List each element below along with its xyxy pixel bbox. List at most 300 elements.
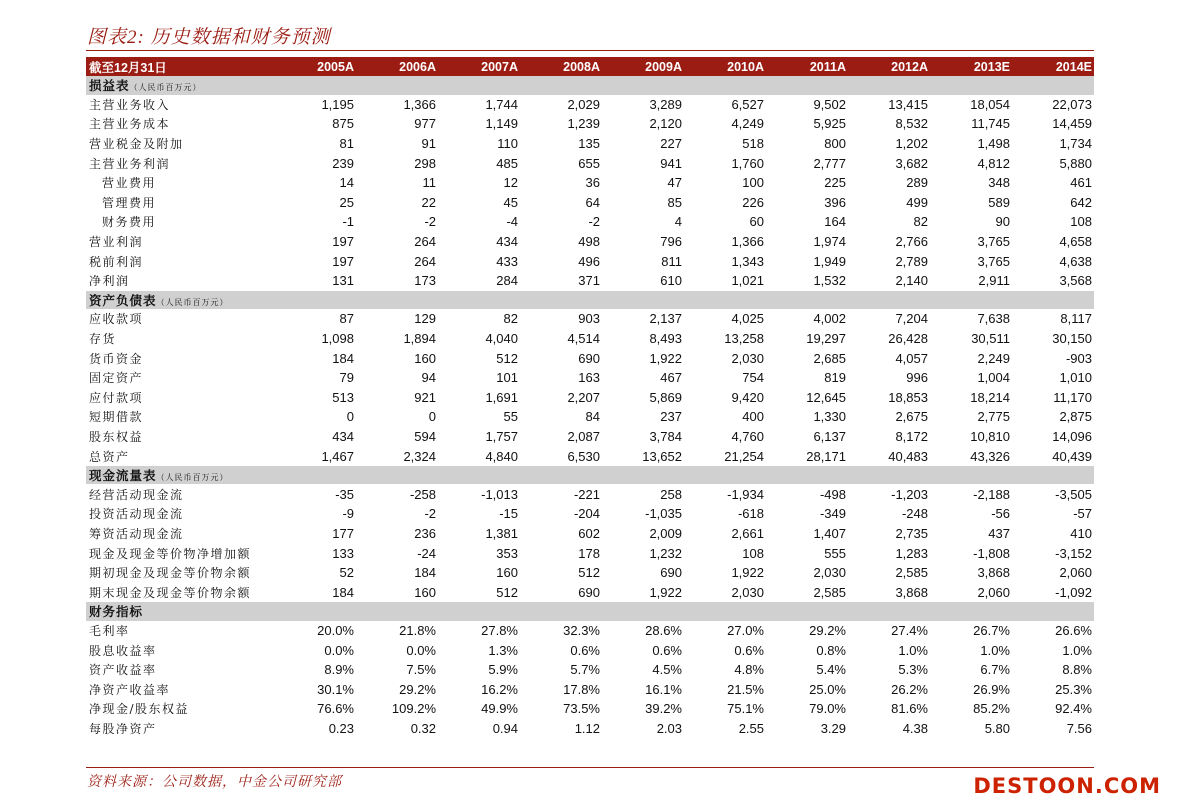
cell-value: 26.6% <box>1055 622 1092 638</box>
row-label: 主营业务收入 <box>89 97 171 112</box>
cell-value: 11,170 <box>1053 389 1092 405</box>
cell-value: 8,172 <box>895 428 928 444</box>
cell-value: 5,880 <box>1059 155 1092 171</box>
header-year: 2005A <box>317 59 354 74</box>
table-row <box>86 446 1094 466</box>
cell-value: 1,760 <box>731 155 764 171</box>
cell-value: 1,202 <box>895 136 928 152</box>
cell-value: -56 <box>991 506 1010 522</box>
table-row <box>86 134 1094 154</box>
cell-value: -2,188 <box>973 486 1010 502</box>
cell-value: 284 <box>496 273 518 289</box>
cell-value: -2 <box>588 214 600 230</box>
cell-value: 131 <box>332 273 354 289</box>
table-row <box>86 524 1094 544</box>
row-label: 营业费用 <box>102 176 157 191</box>
row-label: 应付款项 <box>89 390 144 405</box>
cell-value: 811 <box>661 253 682 269</box>
cell-value: 434 <box>332 428 354 444</box>
cell-value: 135 <box>578 136 600 152</box>
cell-value: 512 <box>578 565 600 581</box>
cell-value: 8,493 <box>649 331 682 347</box>
cell-value: -349 <box>819 506 846 522</box>
cell-value: 64 <box>585 194 600 210</box>
cell-value: -1 <box>342 214 354 230</box>
cell-value: 941 <box>660 155 682 171</box>
top-rule <box>86 50 1094 51</box>
cell-value: 5.7% <box>570 662 600 678</box>
cell-value: 800 <box>824 136 846 152</box>
header-year: 2011A <box>809 59 846 74</box>
cell-value: 2,789 <box>895 253 928 269</box>
cell-value: 4,040 <box>485 331 518 347</box>
row-label: 期末现金及现金等价物余额 <box>89 585 252 600</box>
cell-value: 8.8% <box>1062 662 1092 678</box>
table-row <box>86 582 1094 602</box>
cell-value: 82 <box>503 311 518 327</box>
cell-value: 1,532 <box>813 273 846 289</box>
table-row <box>86 329 1094 349</box>
cell-value: 1,922 <box>731 565 764 581</box>
cell-value: 0 <box>346 409 354 425</box>
cell-value: 5.9% <box>488 662 518 678</box>
cell-value: -9 <box>342 506 354 522</box>
cell-value: 0 <box>428 409 436 425</box>
cell-value: 1,922 <box>649 584 682 600</box>
cell-value: 19,297 <box>806 331 846 347</box>
cell-value: 45 <box>503 194 518 210</box>
cell-value: 17.8% <box>563 681 600 697</box>
cell-value: 298 <box>414 155 436 171</box>
cell-value: 27.0% <box>727 622 764 638</box>
cell-value: 11,745 <box>971 116 1010 132</box>
cell-value: 1.0% <box>898 642 928 658</box>
cell-value: 21,254 <box>724 448 764 464</box>
cell-value: 1,734 <box>1059 136 1092 152</box>
cell-value: 81.6% <box>891 701 928 717</box>
header-year: 2013E <box>973 59 1010 74</box>
table-row <box>86 173 1094 193</box>
header-year: 2006A <box>399 59 436 74</box>
cell-value: 3.29 <box>820 720 846 736</box>
table-row <box>86 368 1094 388</box>
cell-value: 13,652 <box>642 448 682 464</box>
cell-value: 225 <box>824 175 846 191</box>
cell-value: 90 <box>995 214 1010 230</box>
cell-value: 2,735 <box>895 525 928 541</box>
cell-value: 690 <box>660 565 682 581</box>
cell-value: 1,366 <box>731 234 764 250</box>
cell-value: 0.23 <box>328 720 354 736</box>
cell-value: 129 <box>414 311 436 327</box>
cell-value: 2,685 <box>813 350 846 366</box>
cell-value: 977 <box>414 116 436 132</box>
cell-value: 1,974 <box>813 234 846 250</box>
financial-table <box>86 57 1094 738</box>
header-year: 2014E <box>1055 59 1092 74</box>
cell-value: -1,203 <box>891 486 928 502</box>
row-label: 每股净资产 <box>89 721 157 736</box>
cell-value: 2,777 <box>813 155 846 171</box>
cell-value: 20.0% <box>317 622 354 638</box>
table-row <box>86 95 1094 115</box>
cell-value: 1,239 <box>567 116 600 132</box>
cell-value: 602 <box>578 525 600 541</box>
cell-value: 4,840 <box>485 448 518 464</box>
cell-value: 163 <box>578 370 600 386</box>
cell-value: 0.6% <box>652 642 682 658</box>
cell-value: 47 <box>667 175 682 191</box>
cell-value: 91 <box>421 136 436 152</box>
cell-value: 94 <box>421 370 436 386</box>
cell-value: 5.4% <box>816 662 846 678</box>
row-label: 净现金/股东权益 <box>89 702 190 717</box>
cell-value: 21.8% <box>399 622 436 638</box>
cell-value: 12 <box>503 175 518 191</box>
cell-value: 264 <box>414 253 436 269</box>
cell-value: 796 <box>660 234 682 250</box>
cell-value: 4,812 <box>977 155 1010 171</box>
cell-value: 3,765 <box>977 253 1010 269</box>
row-label: 营业税金及附加 <box>89 137 184 152</box>
cell-value: 30,511 <box>971 331 1010 347</box>
cell-value: 6,530 <box>567 448 600 464</box>
cell-value: 4.38 <box>902 720 928 736</box>
cell-value: 133 <box>332 545 354 561</box>
cell-value: 513 <box>332 389 354 405</box>
cell-value: 76.6% <box>317 701 354 717</box>
cell-value: 1.0% <box>980 642 1010 658</box>
cell-value: 30,150 <box>1052 331 1092 347</box>
cell-value: 4,638 <box>1059 253 1092 269</box>
cell-value: 4 <box>674 214 682 230</box>
row-label: 经营活动现金流 <box>89 487 184 502</box>
cell-value: 2,030 <box>813 565 846 581</box>
section-title-text: 现金流量表 <box>89 469 157 484</box>
cell-value: 2,030 <box>731 350 764 366</box>
cell-value: 875 <box>332 116 354 132</box>
cell-value: 1,021 <box>731 273 764 289</box>
cell-value: 518 <box>742 136 764 152</box>
cell-value: 8.9% <box>324 662 354 678</box>
cell-value: 11 <box>422 175 436 191</box>
table-row <box>86 212 1094 232</box>
header-row <box>86 57 1094 76</box>
cell-value: 84 <box>585 409 600 425</box>
cell-value: 18,214 <box>970 389 1010 405</box>
cell-value: 1.3% <box>488 642 518 658</box>
cell-value: 512 <box>496 350 518 366</box>
section-title-text: 资产负债表 <box>89 293 157 308</box>
cell-value: -498 <box>819 486 846 502</box>
cell-value: 14 <box>339 175 354 191</box>
cell-value: 264 <box>414 234 436 250</box>
cell-value: 4,658 <box>1059 234 1092 250</box>
cell-value: 25.3% <box>1055 681 1092 697</box>
cell-value: 226 <box>742 194 764 210</box>
cell-value: 2,585 <box>813 584 846 600</box>
cell-value: 2,060 <box>1059 565 1092 581</box>
cell-value: 1,467 <box>321 448 354 464</box>
cell-value: 39.2% <box>645 701 682 717</box>
cell-value: 1,195 <box>321 96 354 112</box>
cell-value: 1,757 <box>485 428 518 444</box>
row-label: 股息收益率 <box>89 643 157 658</box>
cell-value: 10,810 <box>970 428 1010 444</box>
cell-value: 1,949 <box>813 253 846 269</box>
cell-value: -1,092 <box>1055 584 1092 600</box>
cell-value: 7,204 <box>895 311 928 327</box>
cell-value: 1,232 <box>649 545 682 561</box>
table-row <box>86 621 1094 641</box>
cell-value: 3,682 <box>895 155 928 171</box>
cell-value: 485 <box>496 155 518 171</box>
cell-value: 2,140 <box>895 273 928 289</box>
section-header-row <box>86 466 1094 485</box>
cell-value: 2,775 <box>977 409 1010 425</box>
cell-value: 353 <box>496 545 518 561</box>
cell-value: 197 <box>332 234 354 250</box>
cell-value: 4,025 <box>731 311 764 327</box>
cell-value: 52 <box>339 565 354 581</box>
cell-value: 184 <box>414 565 436 581</box>
header-year: 2007A <box>481 59 518 74</box>
cell-value: 371 <box>578 273 600 289</box>
cell-value: 92.4% <box>1055 701 1092 717</box>
table-row <box>86 563 1094 583</box>
cell-value: 1,010 <box>1059 370 1092 386</box>
cell-value: 25.0% <box>809 681 846 697</box>
bottom-rule <box>86 767 1094 768</box>
cell-value: 79.0% <box>809 701 846 717</box>
header-year: 2012A <box>891 59 928 74</box>
cell-value: 18,853 <box>888 389 928 405</box>
section-unit: （人民币百万元） <box>156 473 229 483</box>
cell-value: -1,808 <box>973 545 1010 561</box>
table-row <box>86 504 1094 524</box>
cell-value: 5,925 <box>813 116 846 132</box>
table-row <box>86 309 1094 329</box>
cell-value: 2,029 <box>567 96 600 112</box>
cell-value: 921 <box>414 389 436 405</box>
header-year: 2008A <box>563 59 600 74</box>
row-label: 短期借款 <box>89 410 144 425</box>
cell-value: 2,911 <box>978 273 1010 289</box>
cell-value: 109.2% <box>391 701 436 717</box>
cell-value: -903 <box>1065 350 1092 366</box>
cell-value: 21.5% <box>727 681 764 697</box>
cell-value: 0.0% <box>324 642 354 658</box>
table-row <box>86 153 1094 173</box>
cell-value: 73.5% <box>563 701 600 717</box>
table-row <box>86 660 1094 680</box>
cell-value: 996 <box>906 370 928 386</box>
cell-value: -3,152 <box>1055 545 1092 561</box>
cell-value: 433 <box>496 253 518 269</box>
cell-value: 85 <box>667 194 682 210</box>
cell-value: 2,661 <box>731 525 764 541</box>
cell-value: 6,527 <box>731 96 764 112</box>
row-label: 期初现金及现金等价物余额 <box>89 566 252 581</box>
cell-value: 2,009 <box>649 525 682 541</box>
cell-value: -15 <box>499 506 518 522</box>
cell-value: -258 <box>409 486 436 502</box>
cell-value: -221 <box>573 486 600 502</box>
cell-value: 2,249 <box>977 350 1010 366</box>
cell-value: -2 <box>424 506 436 522</box>
row-label: 资产收益率 <box>89 663 157 678</box>
cell-value: -204 <box>573 506 600 522</box>
cell-value: 13,415 <box>888 96 928 112</box>
cell-value: 2,060 <box>977 584 1010 600</box>
cell-value: 690 <box>578 350 600 366</box>
cell-value: 12,645 <box>806 389 846 405</box>
cell-value: 28,171 <box>806 448 846 464</box>
cell-value: -57 <box>1073 506 1092 522</box>
source-note: 资料来源：公司数据，中金公司研究部 <box>87 775 342 790</box>
cell-value: 4,760 <box>731 428 764 444</box>
cell-value: 160 <box>414 350 436 366</box>
cell-value: 8,532 <box>895 116 928 132</box>
cell-value: 7.5% <box>406 662 436 678</box>
cell-value: 16.2% <box>481 681 518 697</box>
cell-value: 55 <box>503 409 518 425</box>
cell-value: 177 <box>332 525 354 541</box>
cell-value: 3,289 <box>649 96 682 112</box>
cell-value: 25 <box>339 194 354 210</box>
cell-value: 108 <box>1070 214 1092 230</box>
cell-value: 14,096 <box>1052 428 1092 444</box>
cell-value: 434 <box>496 234 518 250</box>
cell-value: 1,366 <box>403 96 436 112</box>
section-unit: （人民币百万元） <box>129 83 202 93</box>
cell-value: 28.6% <box>645 622 682 638</box>
cell-value: 2,087 <box>567 428 600 444</box>
cell-value: 690 <box>578 584 600 600</box>
header-period-label: 截至12月31日 <box>89 60 167 75</box>
table-row <box>86 640 1094 660</box>
cell-value: 60 <box>749 214 764 230</box>
cell-value: 36 <box>585 175 600 191</box>
cell-value: 0.6% <box>570 642 600 658</box>
cell-value: 40,483 <box>888 448 928 464</box>
cell-value: 2,030 <box>731 584 764 600</box>
cell-value: 40,439 <box>1052 448 1092 464</box>
cell-value: 164 <box>824 214 846 230</box>
cell-value: 2,675 <box>895 409 928 425</box>
cell-value: 9,420 <box>731 389 764 405</box>
row-label: 财务费用 <box>102 215 157 230</box>
cell-value: 227 <box>660 136 682 152</box>
cell-value: 1,330 <box>813 409 846 425</box>
cell-value: -1,013 <box>481 486 518 502</box>
cell-value: 0.94 <box>492 720 518 736</box>
cell-value: 108 <box>742 545 764 561</box>
cell-value: 239 <box>332 155 354 171</box>
cell-value: 5,869 <box>649 389 682 405</box>
table-row <box>86 543 1094 563</box>
cell-value: 4.8% <box>734 662 764 678</box>
header-year: 2010A <box>727 59 764 74</box>
cell-value: 1,691 <box>485 389 518 405</box>
cell-value: -35 <box>335 486 354 502</box>
cell-value: 184 <box>332 350 354 366</box>
cell-value: 173 <box>414 273 436 289</box>
cell-value: 410 <box>1070 525 1092 541</box>
cell-value: 819 <box>824 370 846 386</box>
cell-value: 160 <box>496 565 518 581</box>
cell-value: 26,428 <box>888 331 928 347</box>
table-row <box>86 679 1094 699</box>
cell-value: 499 <box>906 194 928 210</box>
cell-value: 2,875 <box>1059 409 1092 425</box>
row-label: 筹资活动现金流 <box>89 526 184 541</box>
cell-value: 2,137 <box>649 311 682 327</box>
cell-value: 0.0% <box>406 642 436 658</box>
cell-value: 642 <box>1070 194 1092 210</box>
cell-value: 3,784 <box>649 428 682 444</box>
cell-value: 0.6% <box>734 642 764 658</box>
cell-value: 4.5% <box>652 662 682 678</box>
cell-value: -1,035 <box>645 506 682 522</box>
section-title <box>86 466 1094 485</box>
cell-value: 14,459 <box>1052 116 1092 132</box>
row-label: 净利润 <box>89 274 130 289</box>
section-header-row <box>86 76 1094 95</box>
table-row <box>86 484 1094 504</box>
section-unit: （人民币百万元） <box>156 297 229 307</box>
figure-title: 图表2: 历史数据和财务预测 <box>87 27 331 48</box>
cell-value: 2.03 <box>656 720 682 736</box>
cell-value: 237 <box>660 409 682 425</box>
cell-value: 1,149 <box>485 116 518 132</box>
row-label: 税前利润 <box>89 254 144 269</box>
watermark-logo: DESTOON.COM <box>973 774 1161 798</box>
cell-value: 1,283 <box>895 545 928 561</box>
row-label: 现金及现金等价物净增加额 <box>89 546 252 561</box>
cell-value: 8,117 <box>1060 311 1092 327</box>
cell-value: 2,766 <box>895 234 928 250</box>
cell-value: 610 <box>660 273 682 289</box>
table-row <box>86 719 1094 739</box>
cell-value: 4,249 <box>731 116 764 132</box>
cell-value: 3,765 <box>977 234 1010 250</box>
cell-value: 197 <box>332 253 354 269</box>
cell-value: 512 <box>496 584 518 600</box>
cell-value: 6,137 <box>813 428 846 444</box>
section-title <box>86 291 1094 310</box>
cell-value: 75.1% <box>727 701 764 717</box>
cell-value: 27.8% <box>481 622 518 638</box>
section-header-row <box>86 602 1094 621</box>
cell-value: 1,922 <box>649 350 682 366</box>
cell-value: 49.9% <box>481 701 518 717</box>
cell-value: 1,004 <box>977 370 1010 386</box>
row-label: 股东权益 <box>89 429 144 444</box>
cell-value: 3,868 <box>977 565 1010 581</box>
cell-value: 258 <box>660 486 682 502</box>
cell-value: -3,505 <box>1055 486 1092 502</box>
section-title-text: 损益表 <box>89 79 130 94</box>
cell-value: 100 <box>742 175 764 191</box>
cell-value: -618 <box>737 506 764 522</box>
cell-value: 184 <box>332 584 354 600</box>
cell-value: 6.7% <box>980 662 1010 678</box>
cell-value: 29.2% <box>399 681 436 697</box>
row-label: 固定资产 <box>89 371 144 386</box>
cell-value: 1.12 <box>574 720 600 736</box>
row-label: 主营业务利润 <box>89 156 171 171</box>
